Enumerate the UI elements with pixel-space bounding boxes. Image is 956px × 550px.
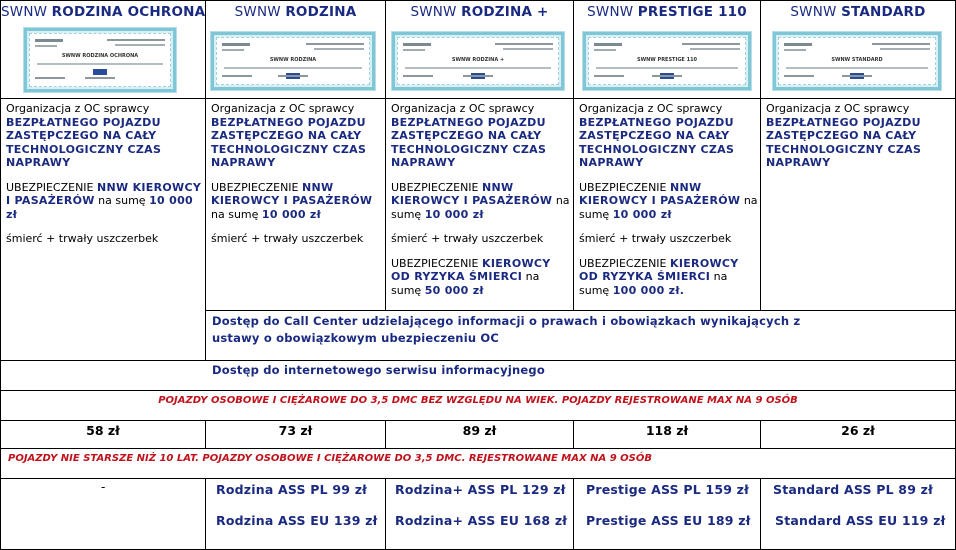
plan-description (206, 102, 385, 257)
oc-benefit: Organizacja z OC sprawcy BEZPŁATNEGO POJAZDU ZASTĘPCZEGO NA CAŁY TECHNOLOGICZNY CZAS NAPRAWY (766, 102, 922, 169)
row-border (0, 390, 956, 391)
nnw-benefit: UBEZPIECZENIE NNW KIEROWCY I PASAŻERÓW na sumę 10 000 zł (6, 180, 202, 221)
row-border (0, 360, 956, 361)
price-rodzina: 73 zł (278, 423, 313, 438)
col-border (385, 478, 386, 550)
ass-eu-rodzina: Rodzina ASS EU 139 zł (216, 513, 378, 528)
row-border (0, 478, 956, 479)
certificate-thumbnail: SWNW STANDARD (773, 32, 941, 90)
row-border (0, 420, 956, 421)
nnw-scope: śmierć + trwały uszczerbek (391, 232, 544, 245)
death-benefit: UBEZPIECZENIE KIEROWCY OD RYZYKA ŚMIERCI na sumę 100 000 zł. (579, 256, 739, 297)
nnw-scope: śmierć + trwały uszczerbek (579, 232, 732, 245)
col-border (760, 478, 761, 550)
ass-eu-rodzina-plus: Rodzina+ ASS EU 168 zł (395, 513, 568, 528)
certificate-thumbnail: SWNW RODZINA (211, 32, 375, 90)
plan-description (761, 102, 955, 181)
nnw-scope: śmierć + trwały uszczerbek (211, 232, 364, 245)
certificate-thumbnail: SWNW RODZINA OCHRONA (24, 28, 176, 92)
row-border (0, 98, 956, 99)
certificate-thumbnail: SWNW RODZINA + (392, 32, 564, 90)
oc-benefit: Organizacja z OC sprawcy BEZPŁATNEGO POJAZDU ZASTĘPCZEGO NA CAŁY TECHNOLOGICZNY CZAS NAPRAWY (6, 102, 162, 169)
plan-description (386, 102, 573, 308)
nnw-benefit: UBEZPIECZENIE NNW KIEROWCY I PASAŻERÓW na sumę 10 000 zł (211, 180, 373, 221)
nnw-scope: śmierć + trwały uszczerbek (6, 232, 159, 245)
vehicles-max-10-years-notice: POJAZDY NIE STARSZE NIŻ 10 LAT. POJAZDY OSOBOWE I CIĘŻAROWE DO 3,5 DMC. REJESTROWANE MAX NA 9 OSÓB (8, 453, 652, 464)
price-standard: 26 zł (841, 423, 875, 438)
no-ass-option: - (101, 480, 106, 494)
oc-benefit: Organizacja z OC sprawcy BEZPŁATNEGO POJAZDU ZASTĘPCZEGO NA CAŁY TECHNOLOGICZNY CZAS NAPRAWY (391, 102, 547, 169)
plan-title: SWNW RODZINA + (410, 4, 549, 20)
col-border (573, 478, 574, 550)
ass-pl-standard: Standard ASS PL 89 zł (773, 482, 933, 497)
nnw-benefit: UBEZPIECZENIE NNW KIEROWCY I PASAŻERÓW na sumę 10 000 zł (391, 180, 570, 221)
call-center-info: Dostęp do Call Center udzielającego informacji o prawach i obowiązkach wynikających z ustawy o obowiązkowym ubezpieczeniu OC (212, 314, 801, 345)
plan-description (574, 102, 760, 308)
internet-service-info: Dostęp do internetowego serwisu informacyjnego (212, 363, 545, 377)
row-border (205, 310, 956, 311)
row-border (0, 448, 956, 449)
oc-benefit: Organizacja z OC sprawcy BEZPŁATNEGO POJAZDU ZASTĘPCZEGO NA CAŁY TECHNOLOGICZNY CZAS NAPRAWY (211, 102, 367, 169)
price-rodzina-plus: 89 zł (462, 423, 497, 438)
plan-title: SWNW RODZINA (234, 4, 357, 20)
nnw-benefit: UBEZPIECZENIE NNW KIEROWCY I PASAŻERÓW na sumę 10 000 zł (579, 180, 758, 221)
ass-eu-prestige: Prestige ASS EU 189 zł (586, 513, 751, 528)
plan-title: SWNW PRESTIGE 110 (587, 4, 747, 20)
plan-title: SWNW RODZINA OCHRONA (1, 4, 206, 20)
ass-eu-standard: Standard ASS EU 119 zł (775, 513, 946, 528)
price-prestige-110: 118 zł (645, 423, 689, 438)
ass-pl-rodzina: Rodzina ASS PL 99 zł (216, 482, 368, 497)
price-rodzina-ochrona: 58 zł (86, 423, 120, 438)
plan-title: SWNW STANDARD (790, 4, 926, 20)
plan-description (1, 102, 205, 257)
oc-benefit: Organizacja z OC sprawcy BEZPŁATNEGO POJAZDU ZASTĘPCZEGO NA CAŁY TECHNOLOGICZNY CZAS NAPRAWY (579, 102, 735, 169)
death-benefit: UBEZPIECZENIE KIEROWCY OD RYZYKA ŚMIERCI na sumę 50 000 zł (391, 256, 551, 297)
col-border (205, 478, 206, 550)
vehicles-any-age-notice: POJAZDY OSOBOWE I CIĘŻAROWE DO 3,5 DMC BEZ WZGLĘDU NA WIEK. POJAZDY REJESTROWANE MAX NA 9 OSÓB (158, 395, 798, 406)
ass-pl-rodzina-plus: Rodzina+ ASS PL 129 zł (395, 482, 566, 497)
ass-pl-prestige: Prestige ASS PL 159 zł (586, 482, 749, 497)
certificate-thumbnail: SWNW PRESTIGE 110 (583, 32, 751, 90)
